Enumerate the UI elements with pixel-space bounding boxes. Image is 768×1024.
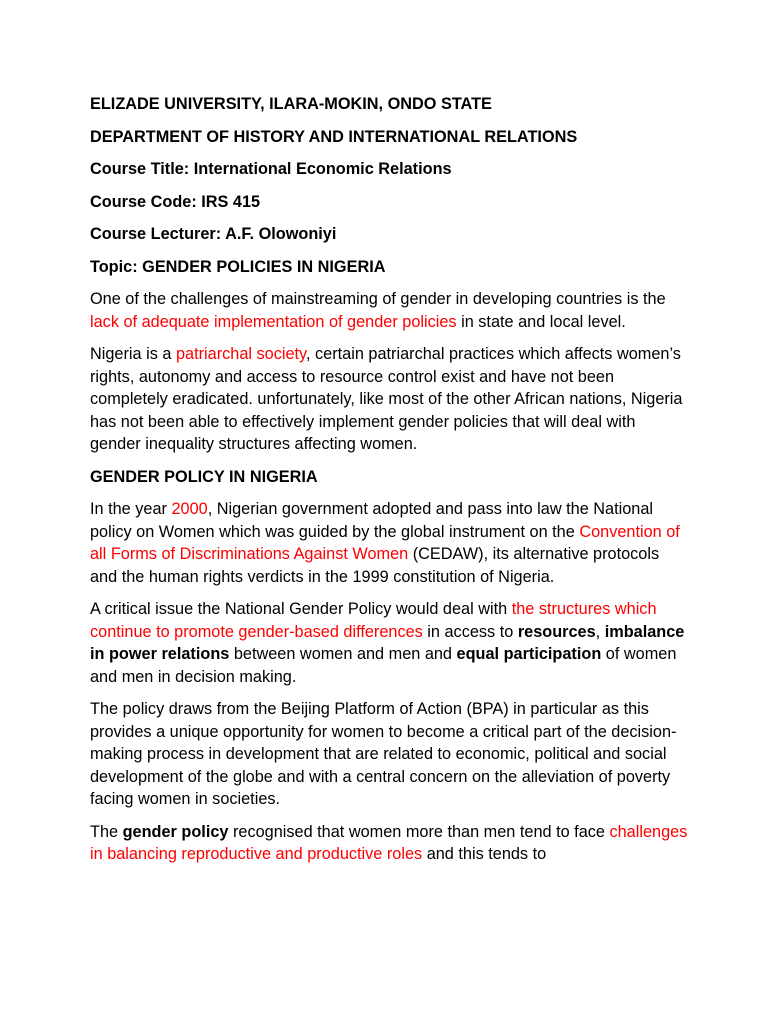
highlighted-text: 2000 <box>171 500 208 518</box>
bold-text: gender policy <box>122 822 229 841</box>
bold-text: equal participation <box>456 645 602 663</box>
highlighted-text: the structures which continue to promote gender-based differences <box>90 600 657 641</box>
course-code-line: Course Code: IRS 415 <box>90 192 261 211</box>
text-run: , Nigerian government adopted and pass into law the National policy on Women which was guided by the global instrument on the <box>90 500 654 541</box>
document-page <box>90 93 690 876</box>
text-run: One of the challenges of mainstreaming of gender in developing countries is the <box>90 290 666 308</box>
university-heading: ELIZADE UNIVERSITY, ILARA-MOKIN, ONDO STATE <box>90 95 492 113</box>
highlighted-text: patriarchal society <box>175 345 306 363</box>
topic-line: Topic: GENDER POLICIES IN NIGERIA <box>90 257 386 276</box>
paragraph-gender-policy-roles <box>90 821 690 866</box>
paragraph-patriarchal-society <box>90 343 690 456</box>
course-title-line: Course Title: International Economic Relations <box>90 160 452 178</box>
text-run: recognised that women more than men tend to face <box>228 822 610 841</box>
highlighted-text: Convention of all Forms of Discriminations Against Women <box>90 522 680 563</box>
text-run: In the year <box>90 500 172 518</box>
text-run: in state and local level. <box>456 312 626 331</box>
text-run: in access to <box>422 622 518 641</box>
paragraph-national-policy-2000 <box>90 498 690 588</box>
bold-text: imbalance in power relations <box>90 622 685 663</box>
paragraph-beijing-platform <box>90 698 690 811</box>
text-run: between women and men and <box>229 645 457 663</box>
text-run: and this tends to <box>422 845 547 863</box>
bold-text: resources <box>517 622 596 641</box>
text-run: The policy draws from the Beijing Platform of Action (BPA) in particular as this provides a unique opportunity for women to become a critical part of the decision-making process in development that are related to economic, political and social development of the globe and with a central concern on the alleviation of poverty facing women in societies. <box>90 700 677 808</box>
paragraph-critical-issue <box>90 598 690 688</box>
text-run: , certain patriarchal practices which affects women’s rights, autonomy and access to resource control exist and have not been completely eradicated. unfortunately, like most of the other African nations, Nigeria has not been able to effectively implement gender policies that will deal with gender inequality structures affecting women. <box>90 345 683 453</box>
highlighted-text: challenges in balancing reproductive and productive roles <box>90 822 688 863</box>
highlighted-text: lack of adequate implementation of gender policies <box>90 312 457 331</box>
text-run: Nigeria is a <box>90 345 176 363</box>
text-run: , <box>595 622 605 641</box>
text-run: of women and men in decision making. <box>90 645 677 686</box>
paragraph-mainstreaming-challenges <box>90 288 690 333</box>
text-run: (CEDAW), its alternative protocols and the human rights verdicts in the 1999 constitution of Nigeria. <box>90 545 660 586</box>
course-lecturer-line: Course Lecturer: A.F. Olowoniyi <box>90 225 337 243</box>
department-heading: DEPARTMENT OF HISTORY AND INTERNATIONAL RELATIONS <box>90 127 578 146</box>
text-run: The <box>90 822 123 841</box>
section-heading: GENDER POLICY IN NIGERIA <box>90 467 318 486</box>
text-run: A critical issue the National Gender Policy would deal with <box>90 600 512 618</box>
